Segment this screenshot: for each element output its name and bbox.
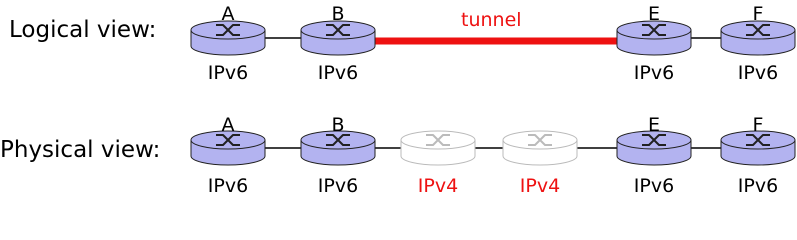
protocol-label: IPv6 (737, 175, 779, 197)
physical-a-router-icon (191, 131, 265, 165)
protocol-label: IPv6 (633, 175, 675, 197)
router-name-a: A (221, 114, 235, 136)
physical-view-label: Physical view: (0, 137, 161, 163)
tunnel-label: tunnel (461, 9, 522, 31)
protocol-label: IPv6 (207, 175, 249, 197)
router-name-e: E (647, 114, 661, 136)
protocol-label: IPv4 (417, 175, 459, 197)
physical-f-router-icon (721, 131, 795, 165)
protocol-label: IPv6 (317, 62, 359, 84)
physical-b-router-icon (301, 131, 375, 165)
protocol-label: IPv6 (633, 62, 675, 84)
protocol-label: IPv6 (317, 175, 359, 197)
router-name-e: E (647, 3, 661, 25)
logical-view-label: Logical view: (9, 17, 157, 43)
logical-e-router-icon (617, 21, 691, 55)
router-name-a: A (221, 3, 235, 25)
logical-a-router-icon (191, 21, 265, 55)
logical-f-router-icon (721, 21, 795, 55)
protocol-label: IPv6 (207, 62, 249, 84)
physical-e-router-icon (617, 131, 691, 165)
protocol-label: IPv4 (519, 175, 561, 197)
physical-ipv4-3-router-icon (503, 131, 577, 165)
router-name-f: F (752, 114, 764, 136)
protocol-label: IPv6 (737, 62, 779, 84)
router-name-b: B (331, 114, 345, 136)
router-name-b: B (331, 3, 345, 25)
logical-b-router-icon (301, 21, 375, 55)
physical-ipv4-2-router-icon (401, 131, 475, 165)
router-name-f: F (752, 3, 764, 25)
